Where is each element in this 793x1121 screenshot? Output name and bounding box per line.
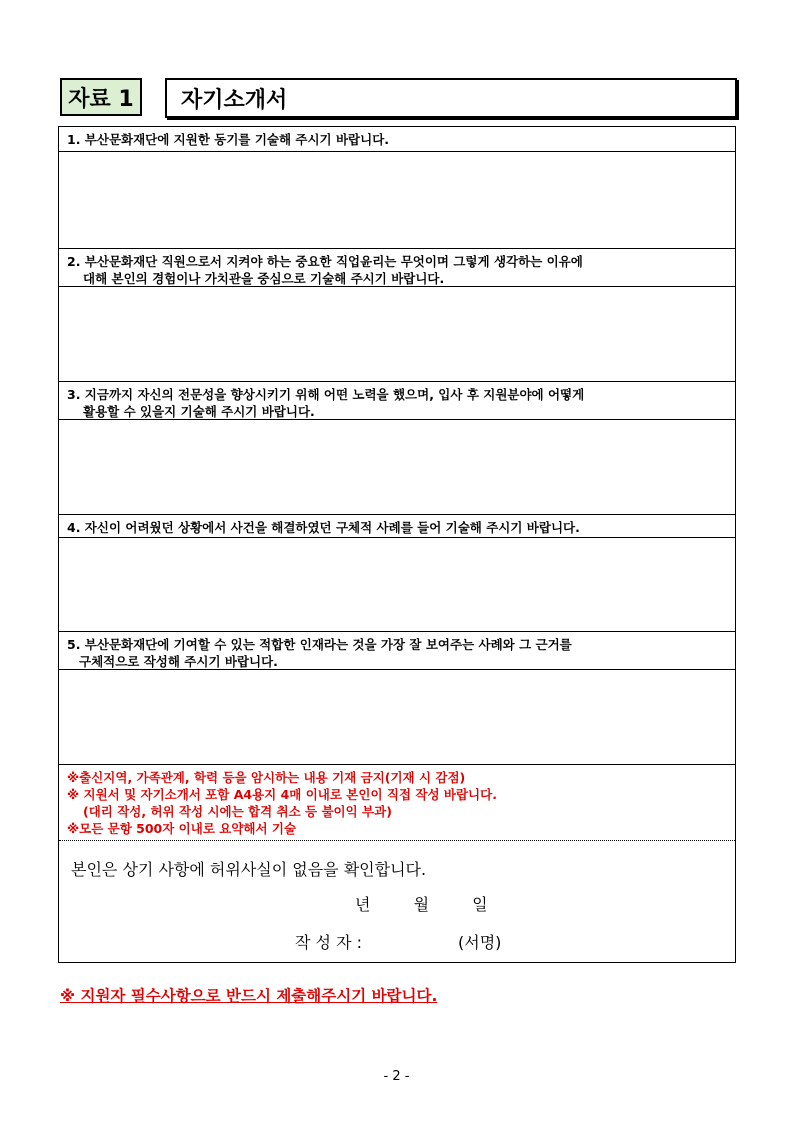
writer-label: 작 성 자 :: [295, 933, 363, 952]
question-3-text: 3. 지금까지 자신의 전문성을 향상시키기 위해 어떤 노력을 했으며, 입사 후 지원분야에 어떻게: [67, 387, 585, 402]
question-2-text-cont: 대해 본인의 경험이나 가치관을 중심으로 기술해 주시기 바랍니다.: [83, 271, 445, 286]
page-number: - 2 -: [383, 1069, 410, 1084]
date-day: 일: [472, 895, 488, 914]
writer-line: [295, 930, 501, 953]
notice-block: [59, 765, 735, 841]
notice-line-1: ※출신지역, 가족관계, 학력 등을 암시하는 내용 기재 금지(기재 시 감점): [67, 770, 466, 785]
answer-5-area[interactable]: [59, 670, 735, 764]
self-introduction-form: [58, 126, 736, 963]
footer-notice: ※ 지원자 필수사항으로 반드시 제출해주시기 바랍니다.: [60, 987, 438, 1005]
date-line: [355, 892, 488, 915]
answer-3-area[interactable]: [59, 420, 735, 514]
question-5-text: 5. 부산문화재단에 기여할 수 있는 적합한 인재라는 것을 가장 잘 보여주는 사례와 그 근거를: [67, 637, 572, 652]
notice-line-3: (대리 작성, 허위 작성 시에는 합격 취소 등 불이익 부과): [83, 804, 392, 819]
answer-1-area[interactable]: [59, 152, 735, 248]
answer-2-area[interactable]: [59, 287, 735, 381]
question-3: [59, 382, 735, 420]
notice-line-2: ※ 지원서 및 자기소개서 포함 A4용지 4매 이내로 본인이 직접 작성 바랍니다.: [67, 787, 497, 802]
confirmation-text: 본인은 상기 사항에 허위사실이 없음을 확인합니다.: [71, 860, 427, 879]
question-1: [59, 127, 735, 151]
question-2: [59, 249, 735, 287]
section-label: 자료 1: [60, 78, 142, 116]
page-title: 자기소개서: [165, 78, 737, 118]
answer-4-area[interactable]: [59, 538, 735, 631]
date-year: 년: [355, 895, 371, 914]
question-3-text-cont: 활용할 수 있을지 기술해 주시기 바랍니다.: [83, 404, 315, 419]
question-5-text-cont: 구체적으로 작성해 주시기 바랍니다.: [79, 654, 278, 669]
question-4-text: 4. 자신이 어려웠던 상황에서 사건을 해결하였던 구체적 사례를 들어 기술해 주시기 바랍니다.: [67, 520, 580, 535]
signature-label: (서명): [458, 933, 502, 952]
question-5: [59, 632, 735, 670]
question-1-text: 1. 부산문화재단에 지원한 동기를 기술해 주시기 바랍니다.: [67, 132, 390, 147]
question-2-text: 2. 부산문화재단 직원으로서 지켜야 하는 중요한 직업윤리는 무엇이며 그렇게 생각하는 이유에: [67, 254, 583, 269]
question-4: [59, 515, 735, 539]
date-month: 월: [413, 895, 430, 914]
notice-line-4: ※모든 문항 500자 이내로 요약해서 기술: [67, 821, 297, 836]
